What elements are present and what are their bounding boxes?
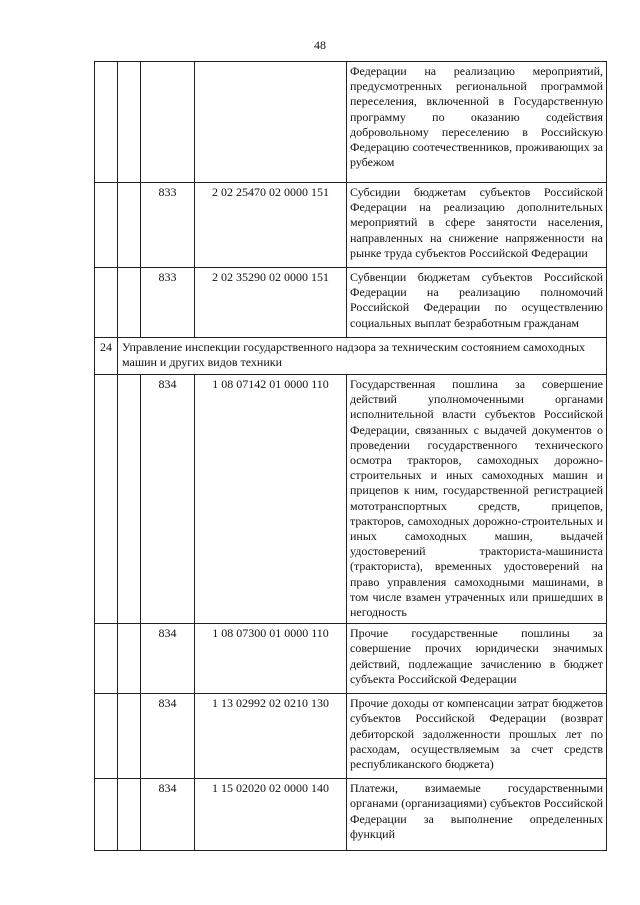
table-row <box>95 624 607 694</box>
section-number-cell <box>95 375 118 624</box>
description-cell: Платежи, взимаемые государственными органами (организациями) субъектов Российской Федерации за выполнение определенных функций <box>347 779 607 851</box>
indent-cell <box>118 375 141 624</box>
revenue-codes-table <box>94 61 607 851</box>
admin-code-cell: 834 <box>141 624 195 694</box>
budget-code-cell: 1 08 07142 01 0000 110 <box>195 375 347 624</box>
budget-code-cell: 1 08 07300 01 0000 110 <box>195 624 347 694</box>
section-title: Управление инспекции государственного надзора за техническим состоянием самоходных машин и других видов техники <box>118 338 607 375</box>
description-cell: Государственная пошлина за совершение действий уполномоченными органами исполнительной власти субъектов Российской Федерации, связанных с выдачей документов о проведении государственного технического осмотра тракторов, самоходных дорожно-строительных и иных самоходных машин и прицепов к ним, государственной регистрацией мототранспортных средств, прицепов, тракторов, самоходных дорожно-строительных и иных самоходных машин, выдачей удостоверений тракториста-машиниста (тракториста), временных удостоверений на право управления самоходными машинами, в том числе взамен утраченных или пришедших в негодность <box>347 375 607 624</box>
budget-code-cell: 2 02 25470 02 0000 151 <box>195 183 347 268</box>
budget-code-cell: 1 15 02020 02 0000 140 <box>195 779 347 851</box>
indent-cell <box>118 694 141 779</box>
admin-code-cell <box>141 62 195 183</box>
description-cell: Субсидии бюджетам субъектов Российской Федерации на реализацию дополнительных мероприятий в сфере занятости населения, направленных на снижение напряженности на рынке труда субъектов Российской Федерации <box>347 183 607 268</box>
indent-cell <box>118 62 141 183</box>
table-row <box>95 375 607 624</box>
indent-cell <box>118 268 141 338</box>
description-cell: Прочие доходы от компенсации затрат бюджетов субъектов Российской Федерации (возврат дебиторской задолженности прошлых лет по расходам, осуществляемым за счет средств республиканского бюджета) <box>347 694 607 779</box>
indent-cell <box>118 779 141 851</box>
indent-cell <box>118 183 141 268</box>
budget-code-cell <box>195 62 347 183</box>
table-row <box>95 62 607 183</box>
admin-code-cell: 834 <box>141 779 195 851</box>
table-row <box>95 268 607 338</box>
table-row <box>95 779 607 851</box>
admin-code-cell: 833 <box>141 183 195 268</box>
section-number: 24 <box>95 338 118 375</box>
section-number-cell <box>95 779 118 851</box>
description-cell: Прочие государственные пошлины за совершение прочих юридически значимых действий, подлежащие зачислению в бюджет субъекта Российской Федерации <box>347 624 607 694</box>
table-row <box>95 694 607 779</box>
description-cell: Федерации на реализацию мероприятий, предусмотренных региональной программой переселения, включенной в Государственную программу по оказанию содействия добровольному переселению в Российскую Федерацию соотечественников, проживающих за рубежом <box>347 62 607 183</box>
indent-cell <box>118 624 141 694</box>
budget-code-cell: 2 02 35290 02 0000 151 <box>195 268 347 338</box>
admin-code-cell: 834 <box>141 694 195 779</box>
page-number: 48 <box>314 38 326 52</box>
section-number-cell <box>95 624 118 694</box>
section-number-cell <box>95 62 118 183</box>
section-header-row <box>95 338 607 375</box>
section-number-cell <box>95 694 118 779</box>
section-number-cell <box>95 183 118 268</box>
admin-code-cell: 833 <box>141 268 195 338</box>
section-number-cell <box>95 268 118 338</box>
budget-code-cell: 1 13 02992 02 0210 130 <box>195 694 347 779</box>
table-row <box>95 183 607 268</box>
admin-code-cell: 834 <box>141 375 195 624</box>
description-cell: Субвенции бюджетам субъектов Российской Федерации на реализацию полномочий Российской Федерации по осуществлению социальных выплат безработным гражданам <box>347 268 607 338</box>
